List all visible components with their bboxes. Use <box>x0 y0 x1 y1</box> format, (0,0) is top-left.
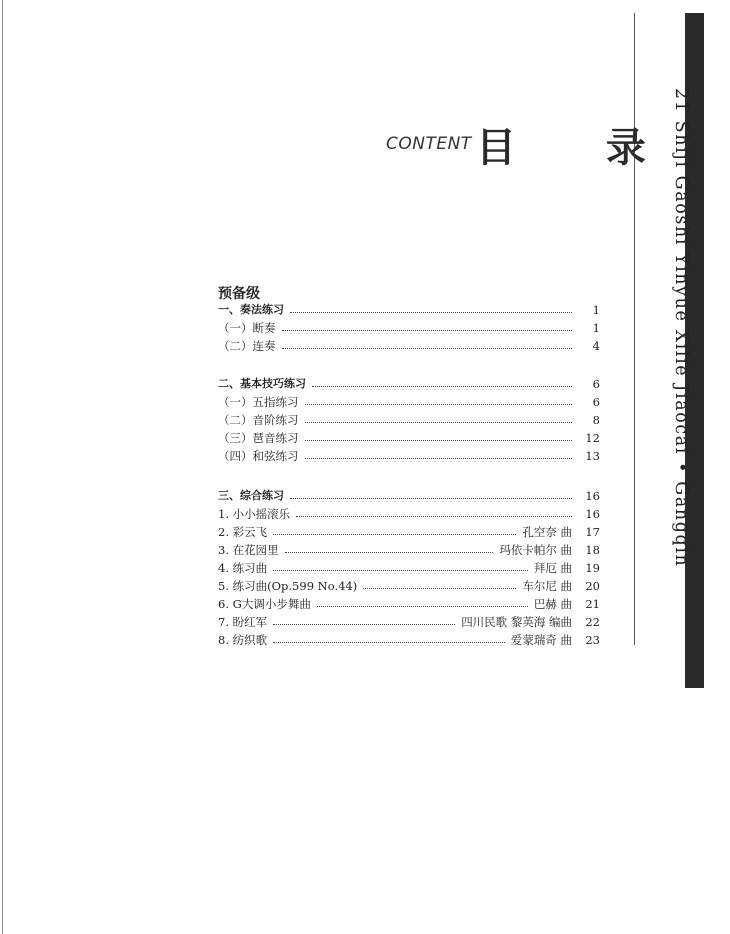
toc-entry-page: 20 <box>585 579 600 593</box>
toc-entry-page: 16 <box>585 489 600 503</box>
toc-entry-page: 1 <box>592 303 600 317</box>
toc-entry[interactable] <box>218 429 600 447</box>
dot-leader <box>290 498 572 499</box>
spine-text: 21 Shiji Gaoshi Yinyue Xilie Jiaocai • Gangqin <box>671 88 691 568</box>
toc-entry-page: 6 <box>592 377 600 391</box>
toc-entry-page: 22 <box>585 615 600 629</box>
toc-entry-composer: 玛依卡帕尔 曲 <box>499 543 572 557</box>
toc-entry-label: （四）和弦练习 <box>218 449 299 463</box>
dot-leader <box>312 386 572 387</box>
toc-entry-label: （二）连奏 <box>218 339 276 353</box>
vertical-rule <box>634 13 635 645</box>
toc-entry-composer: 孔空奈 曲 <box>522 525 572 539</box>
toc-entry-page: 12 <box>585 431 600 445</box>
toc-entry-composer: 爱蒙瑞奇 曲 <box>510 633 572 647</box>
toc-entry-label: （一）断奏 <box>218 321 276 335</box>
toc-entry-page: 18 <box>585 543 600 557</box>
toc-entry-label: 6. G大调小步舞曲 <box>218 597 311 611</box>
toc-entry[interactable] <box>218 375 600 393</box>
toc-entry-composer: 拜厄 曲 <box>533 561 572 575</box>
toc-entry-label: 一、奏法练习 <box>218 303 284 316</box>
toc-entry-composer: 四川民歌 黎英海 编曲 <box>461 615 572 629</box>
dot-leader <box>273 624 455 625</box>
toc-entry-page: 6 <box>592 395 600 409</box>
toc-entry-page: 23 <box>585 633 600 647</box>
toc-entry-label: 5. 练习曲(Op.599 No.44) <box>218 579 358 593</box>
toc-entry[interactable] <box>218 595 600 613</box>
dot-leader <box>296 516 572 517</box>
toc-entry-label: （一）五指练习 <box>218 395 299 409</box>
toc-entry[interactable] <box>218 505 600 523</box>
toc-entry-label: （二）音阶练习 <box>218 413 299 427</box>
toc-entry-label: 三、综合练习 <box>218 489 284 502</box>
toc-entry[interactable] <box>218 393 600 411</box>
dot-leader <box>305 404 573 405</box>
toc-entry-label: 2. 彩云飞 <box>218 525 268 539</box>
toc-entry[interactable] <box>218 301 600 319</box>
toc-entry[interactable] <box>218 447 600 465</box>
toc-entry[interactable] <box>218 411 600 429</box>
toc-entry-page: 19 <box>585 561 600 575</box>
toc-entry-composer: 巴赫 曲 <box>533 597 572 611</box>
toc-entry[interactable] <box>218 631 600 649</box>
toc-entry-label: （三）琶音练习 <box>218 431 299 445</box>
toc-entry-label: 7. 盼红军 <box>218 615 268 629</box>
dot-leader <box>273 534 516 535</box>
dot-leader <box>305 440 573 441</box>
dot-leader <box>282 330 573 331</box>
toc-entry-label: 3. 在花园里 <box>218 543 279 557</box>
dot-leader <box>273 642 505 643</box>
toc-entry[interactable] <box>218 577 600 595</box>
page-title: 目 录 <box>476 125 684 171</box>
dot-leader <box>273 570 528 571</box>
dot-leader <box>363 588 516 589</box>
section-title: 预备级 <box>218 286 260 302</box>
dot-leader <box>305 458 573 459</box>
content-word: CONTENT <box>386 134 472 154</box>
toc-entry[interactable] <box>218 337 600 355</box>
toc-entry[interactable] <box>218 319 600 337</box>
toc-entry-composer: 车尔尼 曲 <box>522 579 572 593</box>
toc-entry-page: 4 <box>592 339 600 353</box>
toc-entry-page: 16 <box>585 507 600 521</box>
toc-entry-page: 1 <box>592 321 600 335</box>
toc-entry[interactable] <box>218 523 600 541</box>
dot-leader <box>282 348 573 349</box>
toc-entry-page: 13 <box>585 449 600 463</box>
toc-entry[interactable] <box>218 559 600 577</box>
toc-entry-label: 二、基本技巧练习 <box>218 377 306 390</box>
toc-entry-label: 1. 小小摇滚乐 <box>218 507 291 521</box>
dot-leader <box>285 552 494 553</box>
toc-entry-page: 8 <box>592 413 600 427</box>
toc-entry-page: 17 <box>585 525 600 539</box>
toc-entry-page: 21 <box>585 597 600 611</box>
dot-leader <box>305 422 573 423</box>
left-margin-rule <box>2 0 3 934</box>
toc-entry[interactable] <box>218 487 600 505</box>
toc-entry-label: 4. 练习曲 <box>218 561 268 575</box>
dot-leader <box>317 606 528 607</box>
dot-leader <box>290 312 572 313</box>
toc-entry-label: 8. 纺织歌 <box>218 633 268 647</box>
toc-entry[interactable] <box>218 541 600 559</box>
toc-entry[interactable] <box>218 613 600 631</box>
